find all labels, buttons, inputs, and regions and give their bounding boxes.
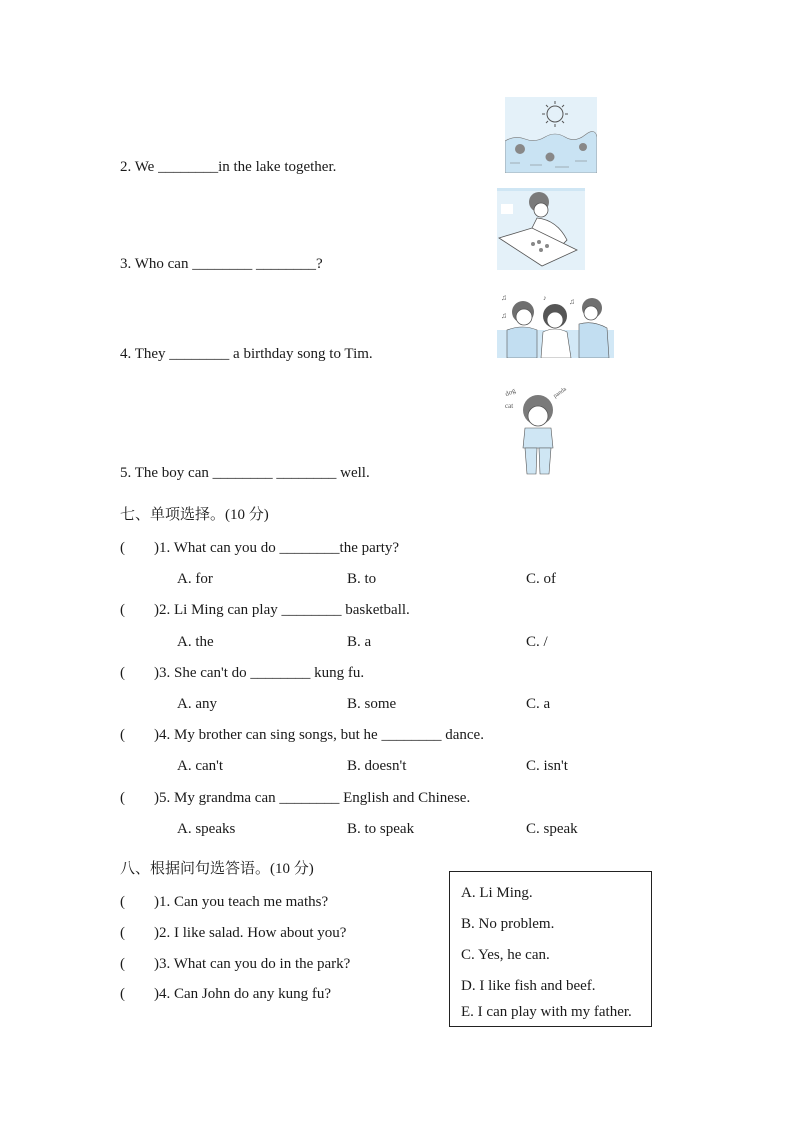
mc-5-option-a: A. speaks xyxy=(177,821,236,837)
mc-question-2 xyxy=(120,602,410,619)
mc-2-option-b: B. a xyxy=(347,634,372,650)
mc-4-option-c: C. isn't xyxy=(526,758,568,774)
match-question-2 xyxy=(120,925,346,942)
answer-option-b: B. No problem. xyxy=(461,916,555,932)
mc-1-option-b: B. to xyxy=(347,571,377,587)
answer-paren[interactable]: ( xyxy=(120,790,125,806)
mc-2-option-c: C. / xyxy=(526,634,548,650)
singing-illustration xyxy=(497,290,614,358)
question-text: )3. She can't do ________ kung fu. xyxy=(154,665,365,681)
mc-1-option-a: A. for xyxy=(177,571,213,587)
question-text: )1. Can you teach me maths? xyxy=(154,894,329,910)
question-text: )3. What can you do in the park? xyxy=(154,956,351,972)
section-7-title: 七、单项选择。 xyxy=(120,505,226,523)
boy-drawing-icon xyxy=(497,188,585,270)
answer-paren[interactable]: ( xyxy=(120,540,125,556)
word-panda: panda xyxy=(552,386,568,400)
question-text: )5. My grandma can ________ English and Chinese. xyxy=(154,790,471,806)
answer-paren[interactable]: ( xyxy=(120,665,125,681)
answer-option-e: E. I can play with my father. xyxy=(461,1004,632,1020)
section-7-heading xyxy=(120,503,269,524)
answer-paren[interactable]: ( xyxy=(120,986,125,1002)
answer-paren[interactable]: ( xyxy=(120,602,125,618)
mc-question-1 xyxy=(120,540,399,557)
svg-text:♫: ♫ xyxy=(501,293,507,302)
svg-text:♫: ♫ xyxy=(501,311,507,320)
svg-text:♫: ♫ xyxy=(569,297,575,306)
match-question-4 xyxy=(120,986,331,1003)
mc-question-4 xyxy=(120,727,484,744)
mc-3-option-c: C. a xyxy=(526,696,551,712)
children-singing-icon xyxy=(497,290,614,358)
section-7-points: (10 分) xyxy=(225,507,269,523)
question-text: )2. Li Ming can play ________ basketball. xyxy=(154,602,410,618)
svg-text:♪: ♪ xyxy=(543,294,547,302)
question-text: )4. My brother can sing songs, but he ________ dance. xyxy=(154,727,484,743)
word-cat: cat xyxy=(505,402,514,410)
swimming-scene-icon xyxy=(505,97,597,173)
section-8-heading xyxy=(120,857,314,878)
fill-in-item-5: 5. The boy can ________ ________ well. xyxy=(120,465,370,481)
answer-paren[interactable]: ( xyxy=(120,894,125,910)
answer-option-c: C. Yes, he can. xyxy=(461,947,550,963)
question-text: )1. What can you do ________the party? xyxy=(154,540,400,556)
drawing-illustration xyxy=(497,188,585,270)
section-8-title: 八、根据问句选答语。 xyxy=(120,859,271,877)
speaking-boy-illustration xyxy=(503,380,575,480)
section-8-points: (10 分) xyxy=(270,861,314,877)
fill-in-item-2: 2. We ________in the lake together. xyxy=(120,159,337,175)
match-question-1 xyxy=(120,894,328,911)
question-text: )4. Can John do any kung fu? xyxy=(154,986,332,1002)
mc-question-5 xyxy=(120,790,470,807)
mc-5-option-c: C. speak xyxy=(526,821,578,837)
answer-option-d: D. I like fish and beef. xyxy=(461,978,596,994)
answer-paren[interactable]: ( xyxy=(120,956,125,972)
answer-options-box xyxy=(449,871,652,1027)
word-dog: dog xyxy=(503,386,517,399)
mc-4-option-b: B. doesn't xyxy=(347,758,407,774)
mc-4-option-a: A. can't xyxy=(177,758,224,774)
mc-3-option-a: A. any xyxy=(177,696,217,712)
answer-paren[interactable]: ( xyxy=(120,925,125,941)
fill-in-item-4: 4. They ________ a birthday song to Tim. xyxy=(120,346,373,362)
question-text: )2. I like salad. How about you? xyxy=(154,925,347,941)
answer-option-a: A. Li Ming. xyxy=(461,885,533,901)
swimming-illustration xyxy=(505,97,597,173)
boy-speaking-words-icon xyxy=(503,380,575,480)
mc-question-3 xyxy=(120,665,364,682)
mc-3-option-b: B. some xyxy=(347,696,397,712)
answer-paren[interactable]: ( xyxy=(120,727,125,743)
fill-in-item-3: 3. Who can ________ ________? xyxy=(120,256,323,272)
mc-5-option-b: B. to speak xyxy=(347,821,415,837)
mc-2-option-a: A. the xyxy=(177,634,214,650)
mc-1-option-c: C. of xyxy=(526,571,556,587)
match-question-3 xyxy=(120,956,350,973)
